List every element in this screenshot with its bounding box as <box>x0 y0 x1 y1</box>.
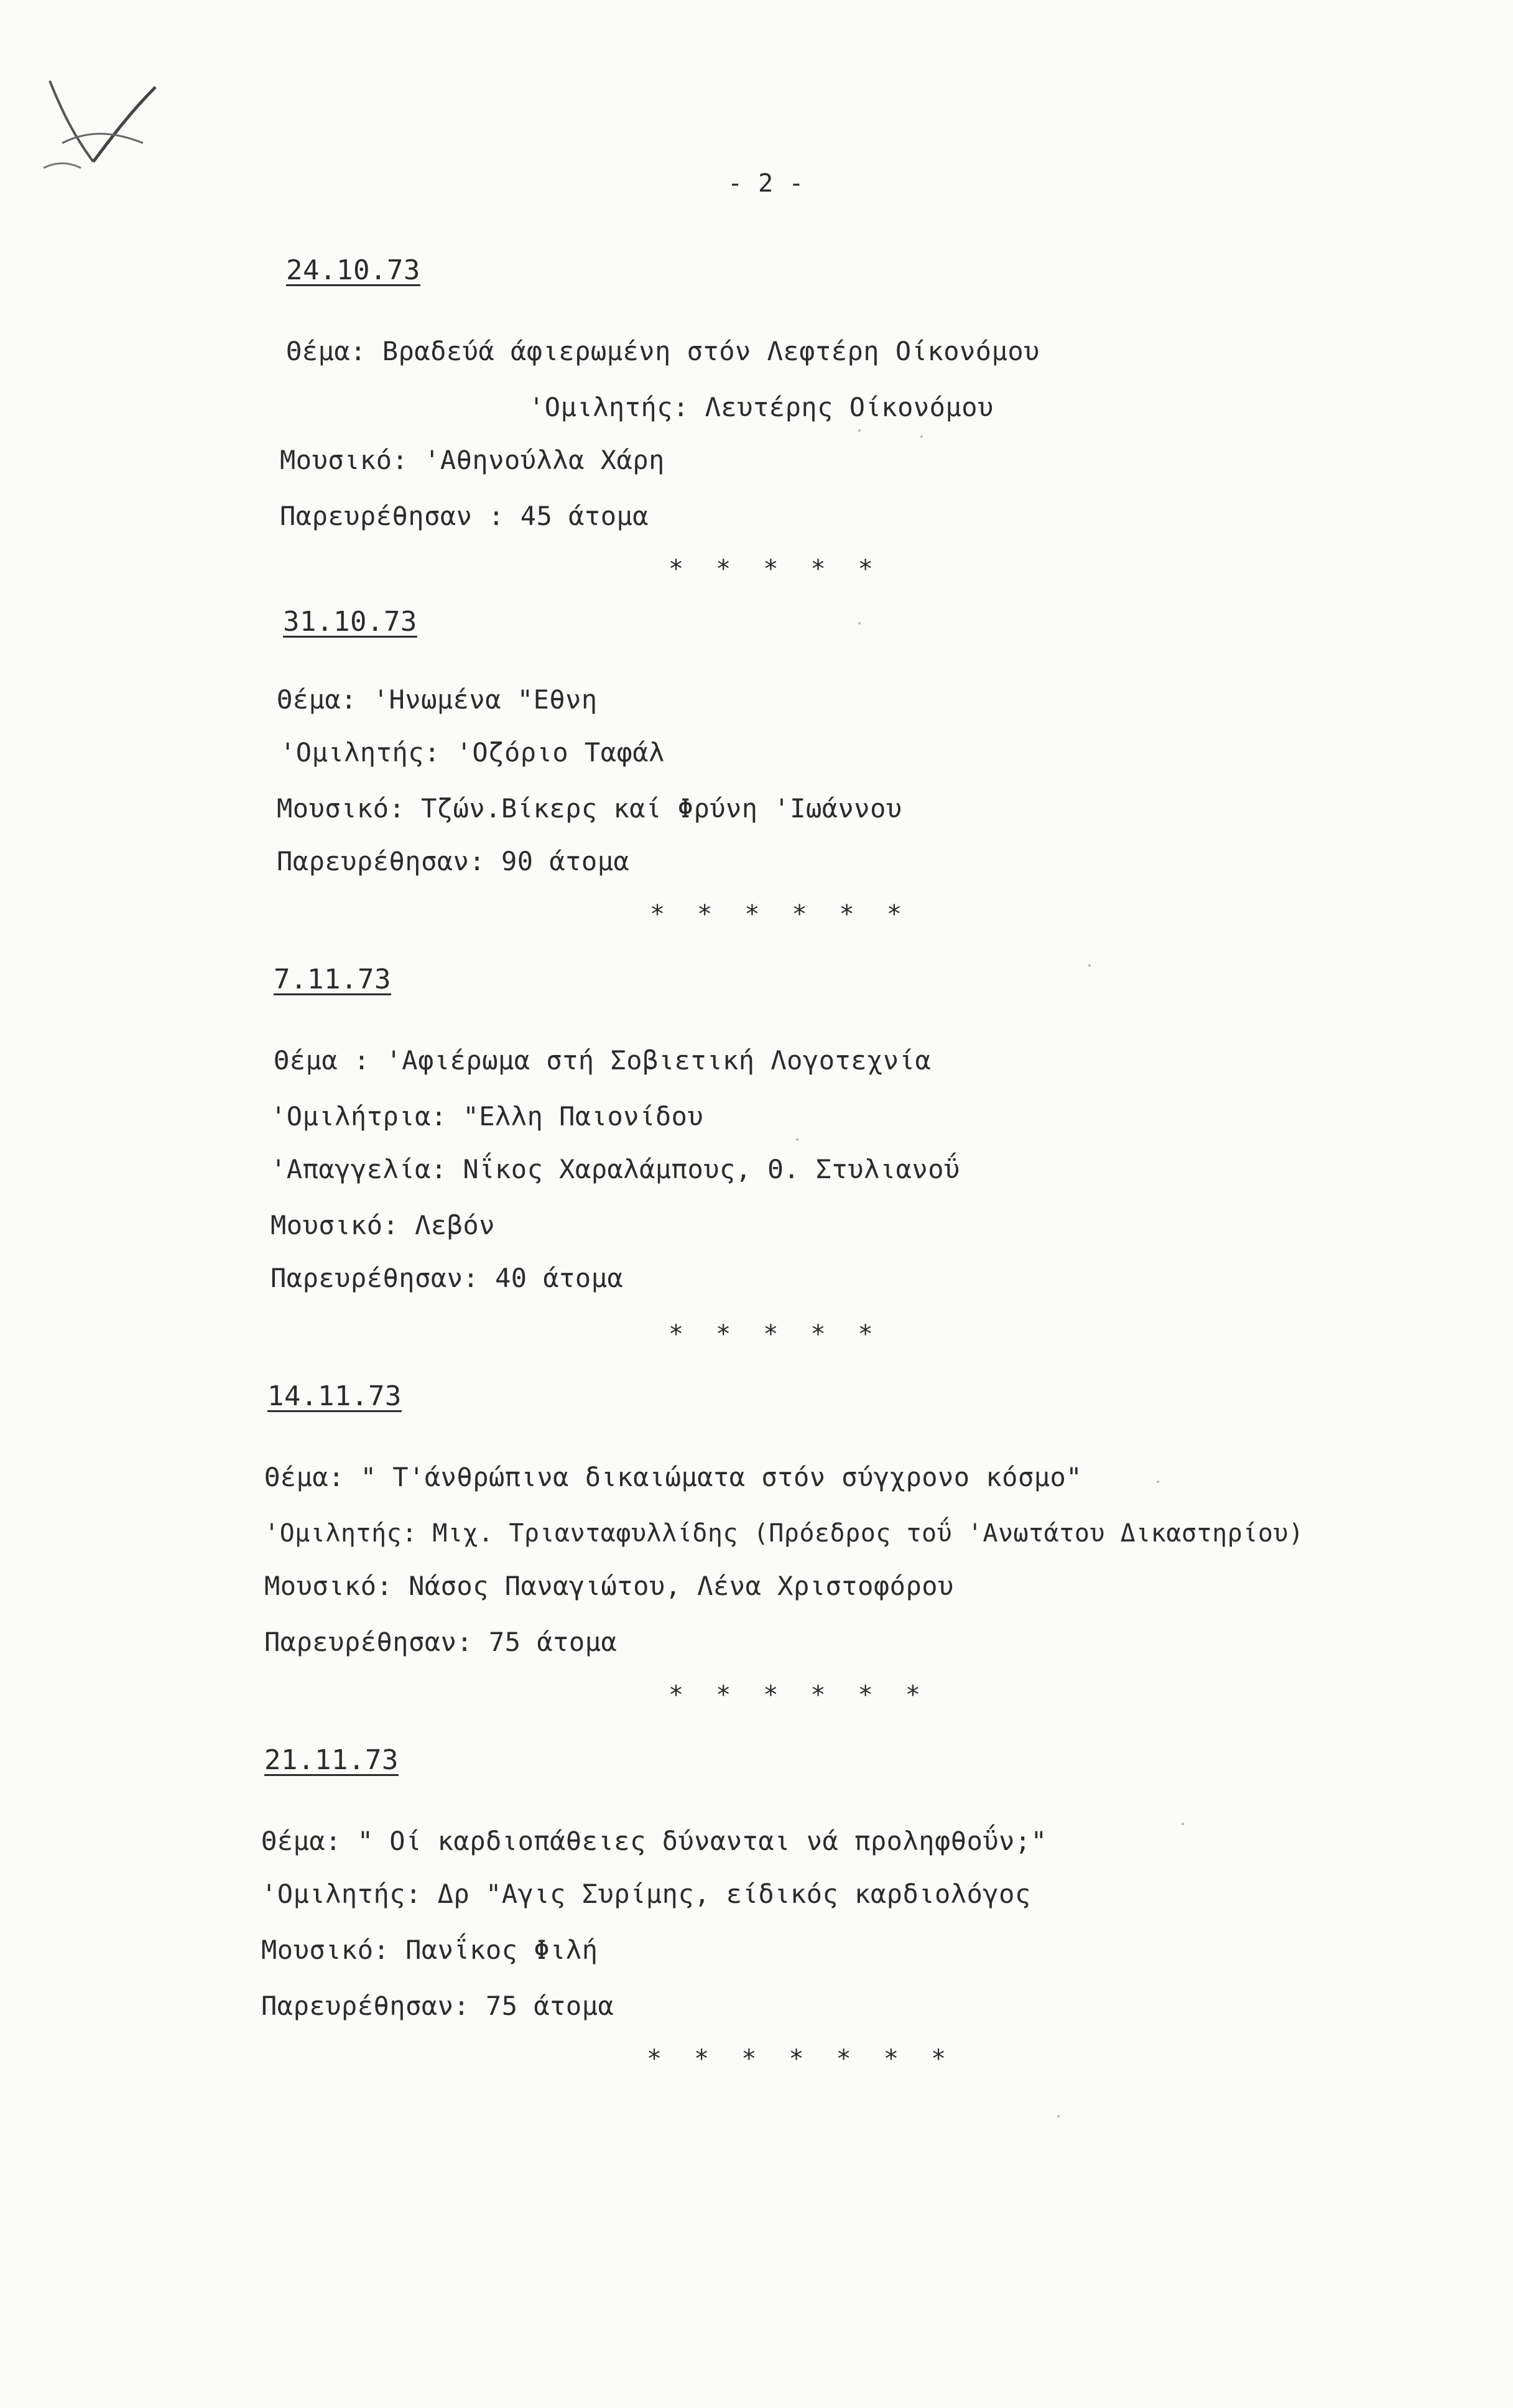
entry-line: 'Απαγγελία: Νΐκος Χαραλάμπους, Θ. Στυλιανοΰ <box>271 1154 960 1184</box>
scan-speck <box>920 435 923 438</box>
entry-line: Μουσικό: Νάσος Παναγιώτου, Λένα Χριστοφόρου <box>264 1571 954 1601</box>
separator-stars: * * * * * * <box>650 900 910 929</box>
separator-stars: * * * * * <box>669 555 882 583</box>
handwritten-check-mark-icon <box>37 68 174 180</box>
entry-line: Θέμα : 'Αφιέρωμα στή Σοβιετική Λογοτεχνία <box>274 1045 932 1076</box>
scan-speck <box>1157 1481 1159 1483</box>
entry-line: Θέμα: Βραδεύά άφιερωμένη στόν Λεφτέρη Οίκονόμου <box>286 336 1040 366</box>
entry-line: Μουσικό: Πανΐκος Φιλή <box>261 1935 598 1965</box>
entry-line: Μουσικό: Τζών.Βίκερς καί Φρύνη 'Ιωάννου <box>277 793 902 824</box>
scan-speck <box>1057 2115 1060 2117</box>
entry-date: 14.11.73 <box>267 1380 402 1412</box>
entry-date: 7.11.73 <box>274 964 391 995</box>
entry-line: 'Ομιλήτρια: "Ελλη Παιονίδου <box>271 1101 704 1132</box>
scan-speck <box>1088 964 1091 967</box>
entry-line: Θέμα: " Οί καρδιοπάθειες δύνανται νά προληφθοΰν;" <box>261 1826 1047 1856</box>
page-number: - 2 - <box>728 169 804 198</box>
entry-line: Μουσικό: 'Αθηνούλλα Χάρη <box>280 445 665 475</box>
entry-line: Παρευρέθησαν: 75 άτομα <box>261 1991 614 2021</box>
scan-speck <box>796 1138 798 1141</box>
scan-speck <box>1182 1823 1184 1825</box>
entry-date: 24.10.73 <box>286 254 420 286</box>
entry-line: Θέμα: " Τ'άνθρώπινα δικαιώματα στόν σύγχρονο κόσμο" <box>264 1462 1083 1492</box>
entry-line: 'Ομιλητής: 'Οζόριο Ταφάλ <box>280 737 665 768</box>
entry-line: Παρευρέθησαν: 40 άτομα <box>271 1263 624 1293</box>
entry-date: 21.11.73 <box>264 1744 399 1776</box>
scan-speck <box>858 429 861 432</box>
scan-speck <box>858 622 861 625</box>
entry-line: Παρευρέθησαν : 45 άτομα <box>280 501 649 531</box>
entry-date: 31.10.73 <box>283 606 417 638</box>
separator-stars: * * * * * * <box>669 1681 929 1709</box>
entry-line: 'Ομιλητής: Δρ "Αγις Συρίμης, είδικός καρδιολόγος <box>261 1879 1031 1909</box>
separator-stars: * * * * * * * <box>647 2045 955 2073</box>
entry-line: Μουσικό: Λεβόν <box>271 1210 496 1240</box>
entry-line: 'Ομιλητής: Λευτέρης Οίκονόμου <box>529 392 994 422</box>
entry-line: Θέμα: 'Ηνωμένα "Εθνη <box>277 684 598 715</box>
entry-line: 'Ομιλητής: Μιχ. Τριανταφυλλίδης (Πρόεδρος τοΰ 'Ανωτάτου Δικαστηρίου) <box>264 1519 1304 1548</box>
entry-line: Παρευρέθησαν: 90 άτομα <box>277 846 630 876</box>
separator-stars: * * * * * <box>669 1320 882 1349</box>
entry-line: Παρευρέθησαν: 75 άτομα <box>264 1627 618 1657</box>
